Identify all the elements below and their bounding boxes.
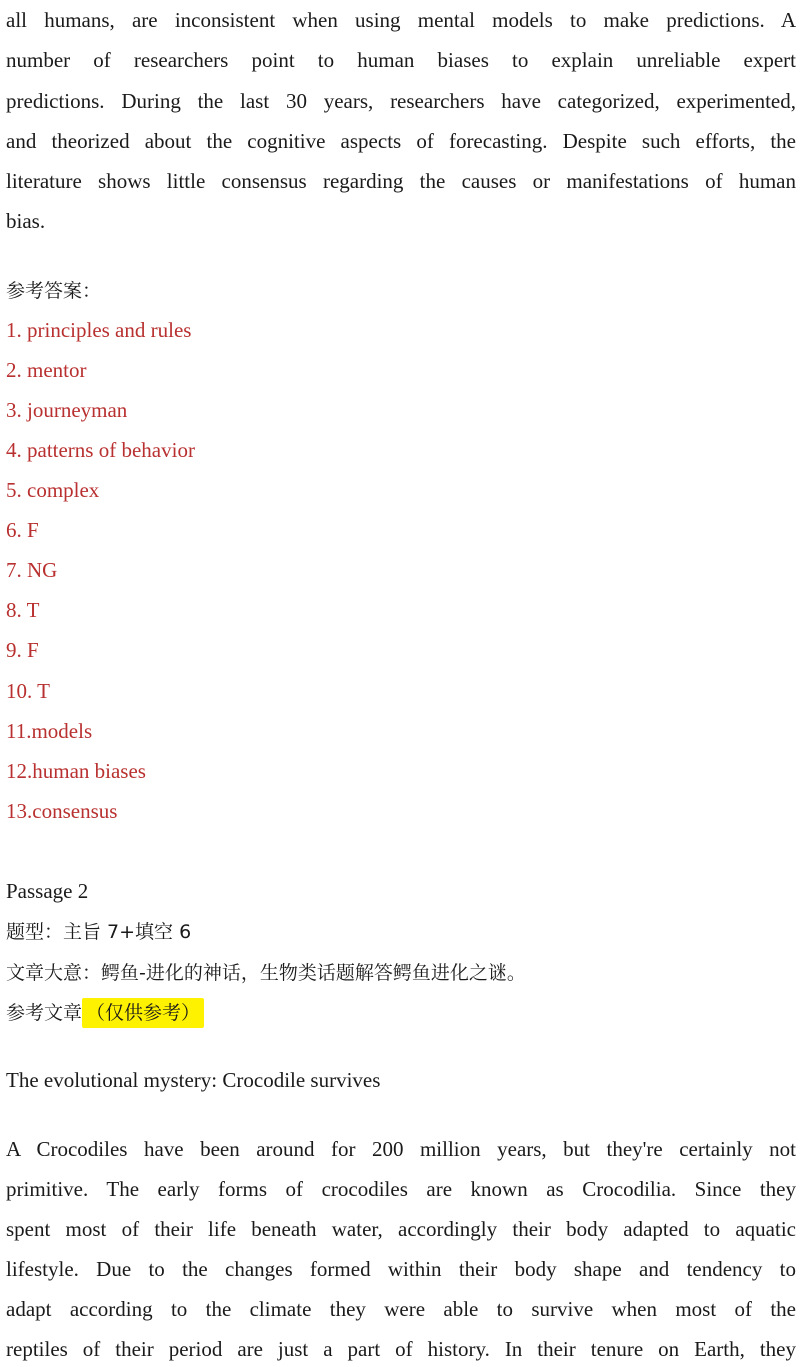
answer-item: 5. complex	[6, 478, 100, 502]
answer-item: 4. patterns of behavior	[6, 438, 195, 462]
reference-article-line	[6, 1001, 204, 1025]
article-summary: 文章大意：鳄鱼-进化的神话，生物类话题解答鳄鱼进化之谜。	[6, 962, 526, 984]
article-line: adapt according to the climate they were able to survive when most of the	[6, 1297, 796, 1321]
answer-item: 9. F	[6, 638, 39, 662]
article-line: primitive. The early forms of crocodiles are known as Crocodilia. Since they	[6, 1177, 796, 1201]
answer-item: 2. mentor	[6, 358, 87, 382]
answer-item: 1. principles and rules	[6, 318, 192, 342]
intro-line: number of researchers point to human biases to explain unreliable expert	[6, 48, 796, 72]
intro-line: predictions. During the last 30 years, researchers have categorized, experimented,	[6, 89, 796, 113]
intro-line: and theorized about the cognitive aspects of forecasting. Despite such efforts, the	[6, 129, 796, 153]
reference-note-highlight: （仅供参考）	[82, 998, 204, 1028]
article-line: lifestyle. Due to the changes formed within their body shape and tendency to	[6, 1257, 796, 1281]
reference-prefix: 参考文章	[6, 1002, 83, 1024]
answer-item: 6. F	[6, 518, 39, 542]
answer-item: 11.models	[6, 719, 93, 743]
answer-item: 3. journeyman	[6, 398, 128, 422]
answer-item: 10. T	[6, 679, 50, 703]
article-title: The evolutional mystery: Crocodile survives	[6, 1068, 381, 1092]
article-line: reptiles of their period are just a part of history. In their tenure on Earth, they	[6, 1337, 796, 1361]
answer-item: 8. T	[6, 598, 40, 622]
intro-line: bias.	[6, 209, 46, 233]
answer-item: 13.consensus	[6, 799, 118, 823]
intro-line: all humans, are inconsistent when using mental models to make predictions. A	[6, 8, 796, 32]
answer-item: 7. NG	[6, 558, 58, 582]
article-line: A Crocodiles have been around for 200 million years, but they're certainly not	[6, 1137, 796, 1161]
answer-item: 12.human biases	[6, 759, 146, 783]
intro-line: literature shows little consensus regarding the causes or manifestations of human	[6, 169, 796, 193]
question-types: 题型：主旨 7+填空 6	[6, 921, 192, 943]
answers-heading: 参考答案：	[6, 280, 102, 302]
passage-label: Passage 2	[6, 879, 89, 903]
article-line: spent most of their life beneath water, accordingly their body adapted to aquatic	[6, 1217, 796, 1241]
